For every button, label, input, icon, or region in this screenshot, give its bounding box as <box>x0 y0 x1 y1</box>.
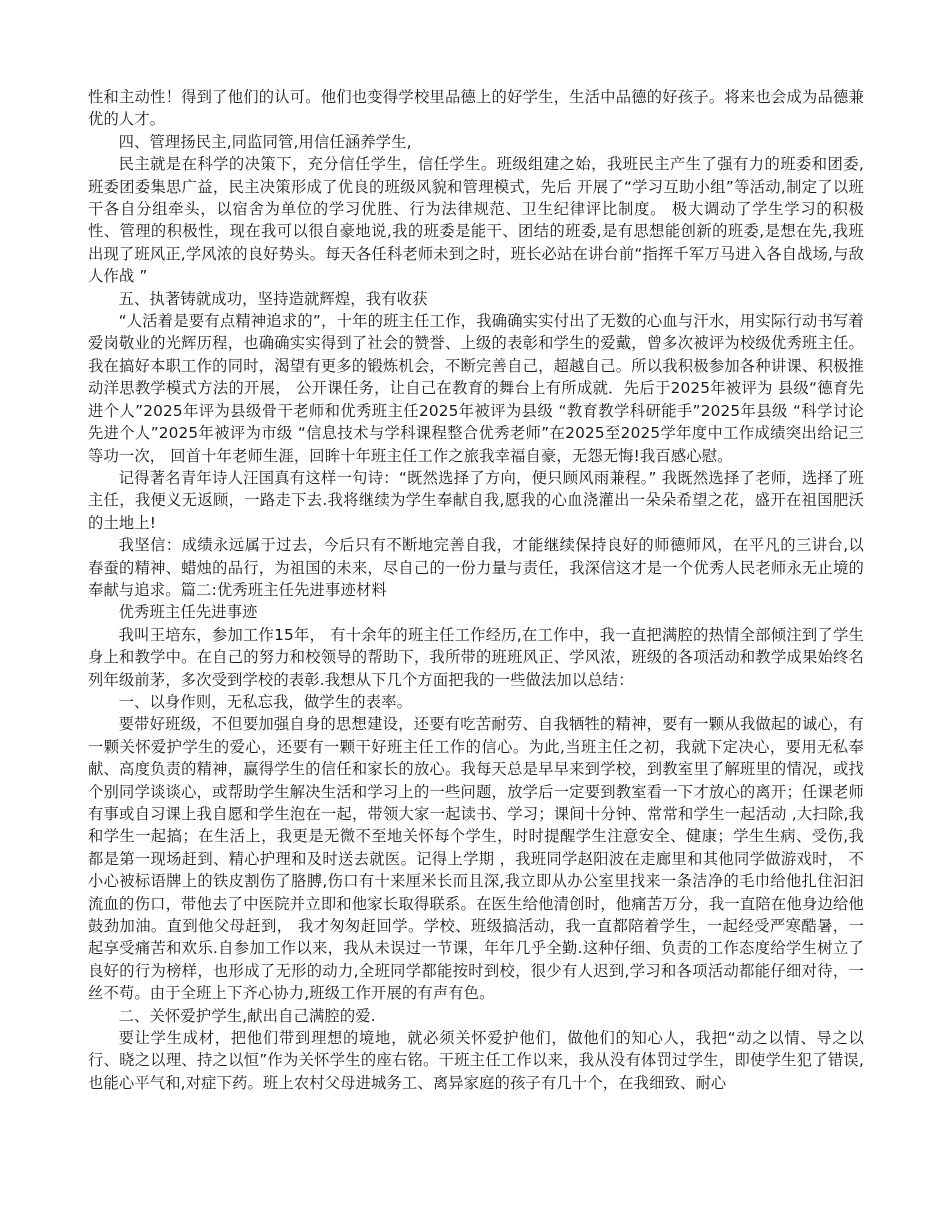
section-title-excellent-teacher: 优秀班主任先进事迹 <box>118 603 258 622</box>
paragraph-intro-continuation: 性和主动性！得到了他们的认可。他们也变得学校里品德上的好学生，生活中品德的好孩子。将来也会成为品德兼优的人才。 <box>88 88 864 129</box>
paragraph-belief: 我坚信：成绩永远属于过去，今后只有不断地完善自我，才能继续保持良好的师德师风，在平凡的三讲台,以春蚕的精神、蜡烛的品行，为祖国的未来，尽自己的一份力量与责任，我深信这才是一个优秀人民老师永无止境的奉献与追求。篇二:优秀班主任先进事迹材料 <box>88 536 864 599</box>
paragraph-lead-by-example: 要带好班级，不但要加强自身的思想建设，还要有吃苦耐劳、自我牺牲的精神，要有一颗从我做起的诚心，有一颗关怀爱护学生的爱心，还要有一颗干好班主任工作的信心。为此,当班主任之初，我就下定决心，要用无私奉献、高度负责的精神，赢得学生的信任和家长的放心。我每天总是早早来到学校，到教室里了解班里的情况，或找个别同学谈谈心，或帮助学生解决生活和学习上的一些问题，放学后一定要到教室看一下才放心的离开；任课老师有事或自习课上我自愿和学生泡在一起，带领大家一起读书、学习；课间十分钟、常常和学生一起活动 ,大扫除,我和学生一起搞；在生活上，我更是无微不至地关怀每个学生，时时提醒学生注意安全、健康；学生生病、受伤,我都是第一现场赶到、精心护理和及时送去就医。记得上学期 ，我班同学赵阳波在走廊里和其他同学做游戏时， 不小心被标语牌上的铁皮割伤了胳膊,伤口有十来厘米长而且深,我立即从办公室里找来一条洁净的毛巾给他扎住汩汩流血的伤口，带他去了中医院并立即和他家长取得联系。在医生给他清创时，他痛苦万分，我一直陪在他身边给他鼓劲加油。直到他父母赶到， 我才匆匆赶回学。学校、班级搞活动，我一直都陪着学生，一起经受严寒酷暑，一起享受痛苦和欢乐.自参加工作以来，我从未误过一节课，年年几乎全勤.这种仔细、负责的工作态度给学生树立了良好的行为榜样，也形成了无形的动力,全班同学都能按时到校，很少有人迟到,学习和各项活动都能仔细对待，一丝不苟。由于全班上下齐心协力,班级工作开展的有声有色。 <box>88 715 864 1003</box>
heading-care-for-students: 二、关怀爱护学生,献出自己满腔的爱. <box>118 1006 376 1025</box>
paragraph-self-introduction: 我叫王培东，参加工作15年， 有十余年的班主任工作经历,在工作中，我一直把满腔的热情全部倾注到了学生身上和教学中。在自己的努力和校领导的帮助下，我所带的班班风正、学风浓，班级的各项活动和教学成果始终名列年级前茅，多次受到学校的表彰.我想从下几个方面把我的一些做法加以总结： <box>88 625 864 689</box>
document-page <box>88 86 864 1094</box>
heading-democratic-management: 四、管理扬民主,同监同管,用信任涵养学生, <box>118 132 412 151</box>
paragraph-care-for-students: 要让学生成材，把他们带到理想的境地，就必须关怀爱护他们，做他们的知心人，我把“动之以情、导之以行、晓之以理、持之以恒”作为关怀学生的座右铭。干班主任工作以来，我从没有体罚过学生，即使学生犯了错误,也能心平气和,对症下药。班上农村父母进城务工、离异家庭的孩子有几十个，在我细致、耐心 <box>88 1029 864 1092</box>
paragraph-achievements: “人活着是要有点精神追求的”，十年的班主任工作，我确确实实付出了无数的心血与汗水，用实际行动书写着爱岗敬业的光辉历程，也确确实实得到了社会的赞誉、上级的表彰和学生的爱戴，曾多次被评为校级优秀班主任。我在搞好本职工作的同时，渴望有更多的锻炼机会，不断完善自己，超越自己。所以我积极参加各种讲课、积极推动洋思教学模式方法的开展， 公开课任务，让自己在教育的舞台上有所成就．先后于2025年被评为 县级“德育先进个人”2025年评为县级骨干老师和优秀班主任2025年被评为县级 “教育教学科研能手”2025年县级 “科学讨论先进个人”2025年被评为市级 “信息技术与学科课程整合优秀老师”在2025至2025学年度中工作成绩突出给记三等功一次， 回首十年老师生涯，回眸十年班主任工作之旅我幸福自豪，无怨无悔!我百感心慰。 <box>88 312 864 465</box>
heading-persistence-success: 五、执著铸就成功，坚持造就辉煌，我有收获 <box>118 289 428 308</box>
heading-lead-by-example: 一、以身作则，无私忘我，做学生的表率。 <box>118 692 413 711</box>
paragraph-poem-quote: 记得著名青年诗人汪国真有这样一句诗：“既然选择了方向，便只顾风雨兼程。” 我既然选择了老师，选择了班主任，我便义无返顾，一路走下去.我将继续为学生奉献自我,愿我的心血浇灌出一朵朵希望之花，盛开在祖国肥沃的土地上! <box>88 468 864 532</box>
paragraph-democracy: 民主就是在科学的决策下，充分信任学生，信任学生。班级组建之始，我班民主产生了强有力的班委和团委,班委团委集思广益，民主决策形成了优良的班级风貌和管理模式，先后 开展了“学习互助小组”等活动,制定了以班干各自分组牵头，以宿舍为单位的学习优胜、行为法律规范、卫生纪律评比制度。 极大调动了学生学习的积极性、管理的积极性，现在我可以很自豪地说,我的班委是能干、团结的班委,是有思想能创新的班委,是想在先,我班出现了班风正,学风浓的良好势头。每天各任科老师未到之时，班长必站在讲台前“指挥千军万马进入各自战场,与敌人作战 ” <box>88 155 864 286</box>
